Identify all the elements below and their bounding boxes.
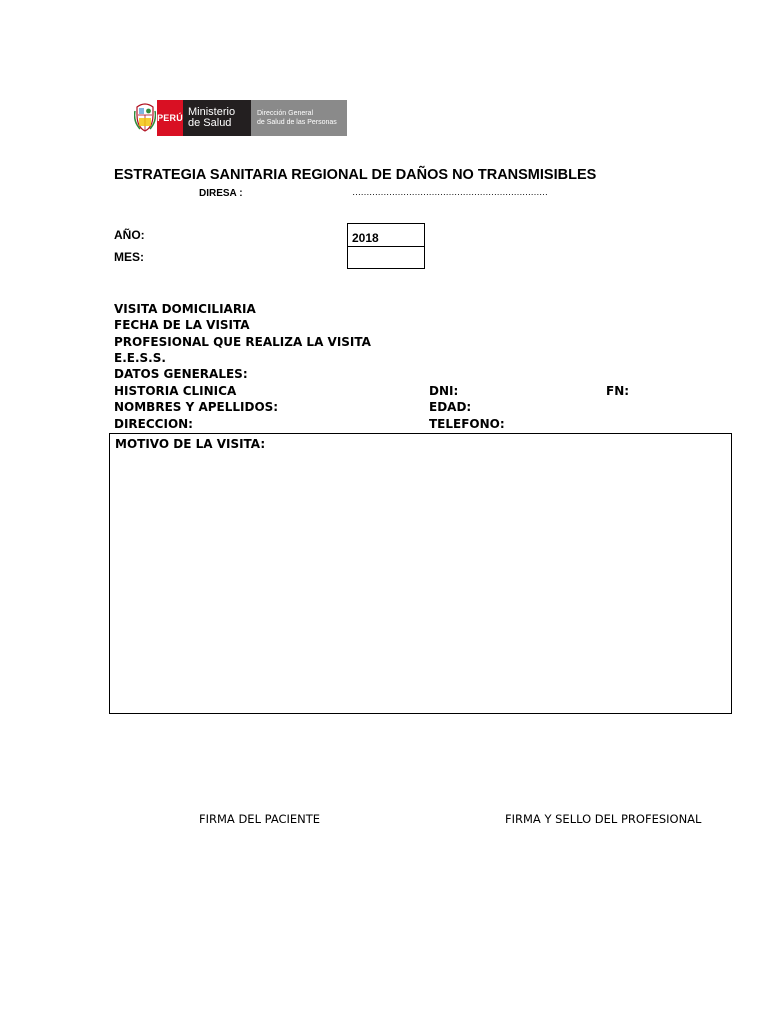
diresa-field[interactable]: …………………………………………………………… <box>352 187 548 197</box>
clinical-history-label: HISTORIA CLINICA <box>114 384 237 398</box>
address-label: DIRECCION: <box>114 417 193 431</box>
coat-of-arms-icon <box>133 100 157 136</box>
visit-section-title: VISITA DOMICILIARIA <box>114 302 256 316</box>
logo-direccion-line2: de Salud de las Personas <box>257 119 337 126</box>
year-label: AÑO: <box>114 228 145 242</box>
visit-date-label: FECHA DE LA VISITA <box>114 318 250 332</box>
logo-ministerio-line2: de Salud <box>188 117 232 129</box>
visit-reason-box[interactable] <box>109 433 732 714</box>
year-value: 2018 <box>352 231 379 245</box>
document-title: ESTRATEGIA SANITARIA REGIONAL DE DAÑOS NO TRANSMISIBLES <box>114 167 597 183</box>
fn-label: FN: <box>606 384 630 398</box>
logo-peru-block <box>157 100 183 136</box>
professional-signature-label: FIRMA Y SELLO DEL PROFESIONAL <box>505 812 702 826</box>
visit-reason-label: MOTIVO DE LA VISITA: <box>115 437 266 451</box>
logo-direccion-line1: Dirección General <box>257 110 314 117</box>
logo-direccion-block <box>251 100 347 136</box>
logo-peru-text: PERÚ <box>157 113 183 123</box>
phone-label: TELEFONO: <box>429 417 505 431</box>
diresa-label: DIRESA : <box>199 188 243 199</box>
minsa-logo <box>133 100 347 136</box>
month-field[interactable] <box>347 246 425 269</box>
month-label: MES: <box>114 250 144 264</box>
eess-label: E.E.S.S. <box>114 351 166 365</box>
dni-label: DNI: <box>429 384 459 398</box>
general-data-label: DATOS GENERALES: <box>114 367 248 381</box>
age-label: EDAD: <box>429 400 472 414</box>
professional-label: PROFESIONAL QUE REALIZA LA VISITA <box>114 335 371 349</box>
patient-signature-label: FIRMA DEL PACIENTE <box>199 812 321 826</box>
logo-ministerio-line1: Ministerio <box>188 106 236 118</box>
names-label: NOMBRES Y APELLIDOS: <box>114 400 279 414</box>
year-field[interactable] <box>347 223 425 247</box>
logo-ministerio-block <box>183 100 251 136</box>
